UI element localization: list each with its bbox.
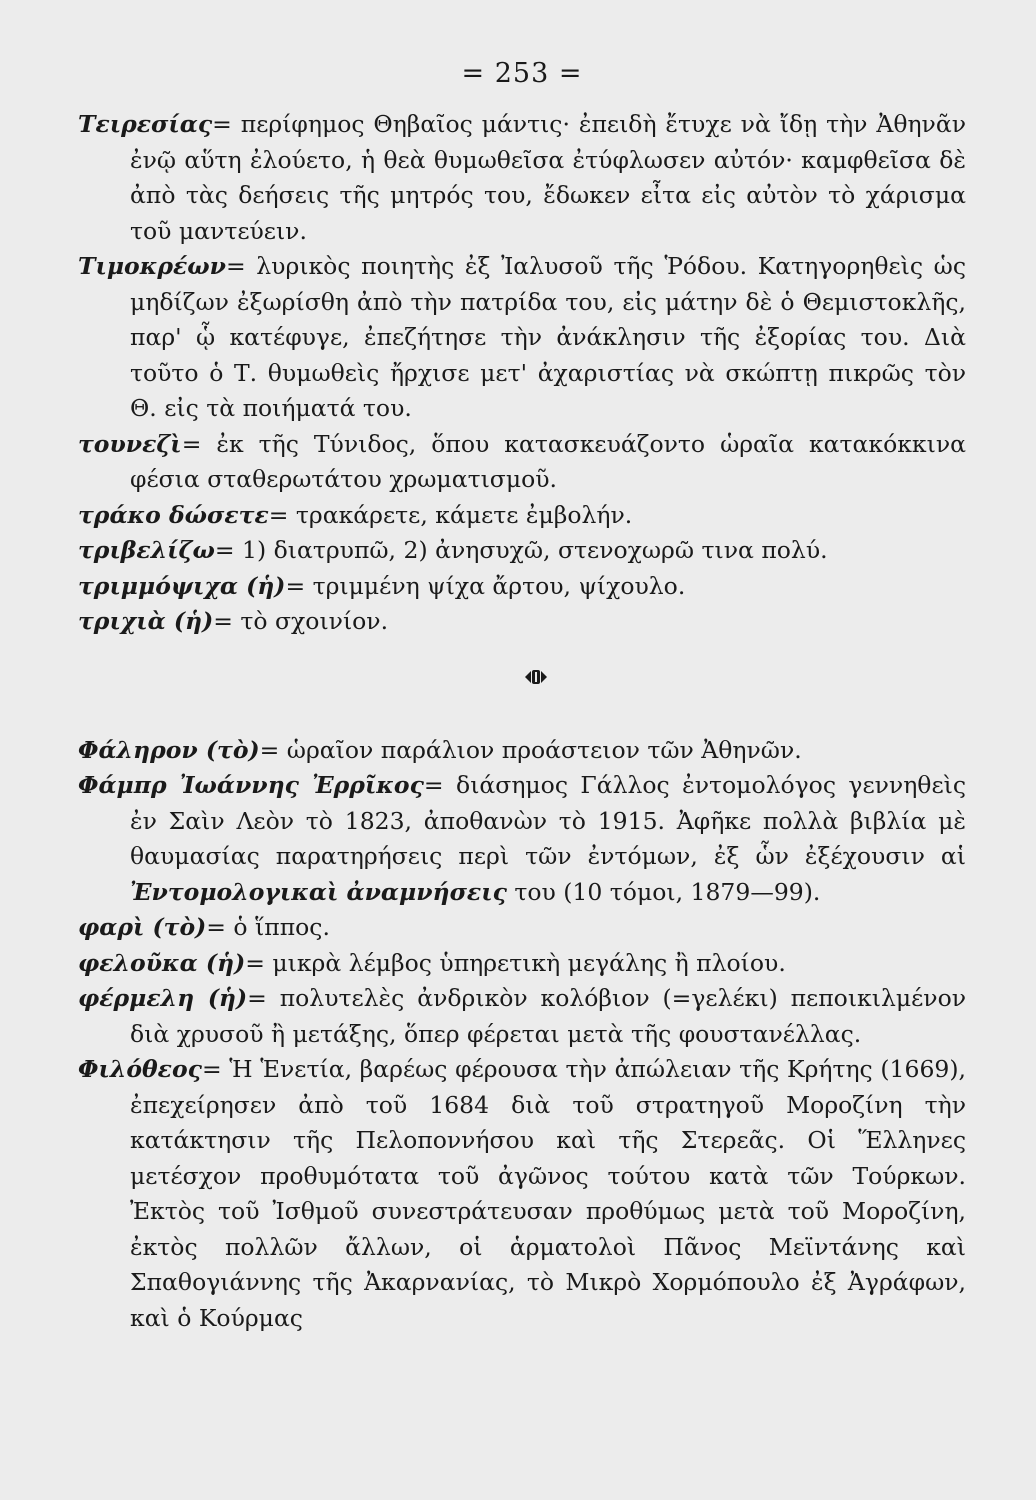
entry-felouka	[78, 946, 966, 982]
entry-fermeli	[78, 981, 966, 1052]
section-t	[78, 107, 966, 640]
entry-definition: = τριμμένη ψίχα ἄρτου, ψίχουλο.	[285, 571, 686, 600]
entry-faliron	[78, 733, 966, 769]
entry-touneziu	[78, 427, 966, 498]
entry-definition: = ἐκ τῆς Τύνιδος, ὅπου κατασκευάζοντο ὡραῖα κατακόκκινα φέσια σταθερωτάτου χρωματισμοῦ.	[130, 429, 966, 493]
entry-definition: = λυρικὸς ποιητὴς ἐξ Ἰαλυσοῦ τῆς Ῥόδου. Κατηγορηθεὶς ὡς μηδίζων ἐξωρίσθη ἀπὸ τὴν πατρίδα του, εἰς μάτην δὲ ὁ Θεμιστοκλῆς, παρ' ᾧ κατέφυγε, ἐπεζήτησε τὴν ἀνάκλησιν τῆς ἐξορίας του. Διὰ τοῦτο ὁ Τ. θυμωθεὶς ἤρχισε μετ' ἀχαριστίας νὰ σκώπτῃ πικρῶς τὸν Θ. εἰς τὰ ποιήματά του.	[130, 252, 966, 422]
entry-definition: = μικρὰ λέμβος ὑπηρετικὴ μεγάλης ἢ πλοίου.	[245, 948, 786, 977]
entry-trichia	[78, 604, 966, 640]
entry-definition: = ὡραῖον παράλιον προάστειον τῶν Ἀθηνῶν.	[259, 735, 802, 764]
entry-definition: = Ἡ Ἑνετία, βαρέως φέρουσα τὴν ἀπώλειαν τῆς Κρήτης (1669), ἐπεχείρησεν ἀπὸ τοῦ 1684 διὰ τοῦ στρατηγοῦ Μοροζίνη τὴν κατάκτησιν τῆς Πελοποννήσου καὶ τῆς Στερεᾶς. Οἱ Ἕλληνες μετέσχον προθυμότατα τοῦ ἀγῶνος τούτου κατὰ τῶν Τούρκων. Ἐκτὸς τοῦ Ἰσθμοῦ συνεστράτευσαν προθύμως μετὰ τοῦ Μοροζίνη, ἐκτὸς πολλῶν ἄλλων, οἱ ἁρματολοὶ Πᾶνος Μεϊντάνης καὶ Σπαθογιάννης τῆς Ἀκαρνανίας, τὸ Μικρὸ Χορμόπουλο ἐξ Ἀγράφων, καὶ ὁ Κούρμας	[130, 1055, 966, 1332]
entry-fabre	[78, 768, 966, 910]
entry-trivelizo	[78, 533, 966, 569]
entry-definition: = πολυτελὲς ἀνδρικὸν κολόβιον (=γελέκι) πεποικιλμένον διὰ χρυσοῦ ἢ μετάξης, ὅπερ φέρεται μετὰ τῆς φουστανέλλας.	[130, 984, 966, 1048]
entry-headword: φέρμελη (ἡ)	[78, 984, 248, 1012]
book-title: Ἐντομολογικαὶ ἀναμνήσεις	[130, 877, 507, 906]
entry-teiresias	[78, 107, 966, 249]
entry-headword: Φιλόθεος	[78, 1055, 202, 1083]
entry-filotheos	[78, 1052, 966, 1336]
entry-definition: = περίφημος Θηβαῖος μάντις· ἐπειδὴ ἔτυχε νὰ ἴδῃ τὴν Ἀθηνᾶν ἐνῷ αὕτη ἐλούετο, ἡ θεὰ θυμωθεῖσα ἐτύφλωσεν αὐτόν· καμφθεῖσα δὲ ἀπὸ τὰς δεήσεις τῆς μητρός του, ἔδωκεν εἶτα εἰς αὐτὸν τὸ χάρισμα τοῦ μαντεύειν.	[130, 110, 966, 245]
entry-fari	[78, 910, 966, 946]
entry-trimmopsicha	[78, 569, 966, 605]
entry-definition: = τὸ σχοινίον.	[213, 607, 389, 635]
entry-headword: Τιμοκρέων	[78, 252, 226, 280]
page-number: = 253 =	[461, 58, 583, 89]
entry-definition-cont: του (10 τόμοι, 1879—99).	[514, 877, 821, 906]
entry-headword: τριμμόψιχα (ἡ)	[78, 571, 286, 600]
entry-headword: φαρὶ (τὸ)	[78, 913, 207, 941]
section-divider	[78, 666, 966, 691]
section-f	[78, 733, 966, 1337]
entry-definition: = 1) διατρυπῶ, 2) ἀνησυχῶ, στενοχωρῶ τινα πολύ.	[214, 536, 828, 564]
entry-timokreon	[78, 249, 966, 427]
entry-definition: = τρακάρετε, κάμετε ἐμβολήν.	[268, 500, 633, 529]
entry-headword: Τειρεσίας	[78, 110, 213, 138]
entry-headword: φελοῦκα (ἡ)	[78, 948, 246, 977]
entry-headword: τράκο δώσετε	[78, 500, 269, 529]
entry-headword: τουνεζὶ	[78, 429, 182, 458]
entry-definition: = διάσημος Γάλλος ἐντομολόγος γεννηθεὶς ἐν Σαὶν Λεὸν τὸ 1823, ἀποθανὼν τὸ 1915. Ἀφῆκε πολλὰ βιβλία μὲ θαυμασίας παρατηρήσεις περὶ τῶν ἐντόμων, ἐξ ὧν ἐξέχουσιν αἱ	[130, 771, 966, 870]
entry-headword: τριχιὰ (ἡ)	[78, 607, 214, 635]
entry-headword: τριβελίζω	[78, 536, 215, 564]
ornament-icon	[525, 669, 547, 685]
entry-definition: = ὁ ἵππος.	[206, 913, 330, 941]
entry-headword: Φάληρον (τὸ)	[78, 735, 260, 764]
entry-headword: Φάμπρ Ἰωάννης Ἐρρῖκος	[78, 771, 424, 799]
entry-trako-dosete	[78, 498, 966, 534]
